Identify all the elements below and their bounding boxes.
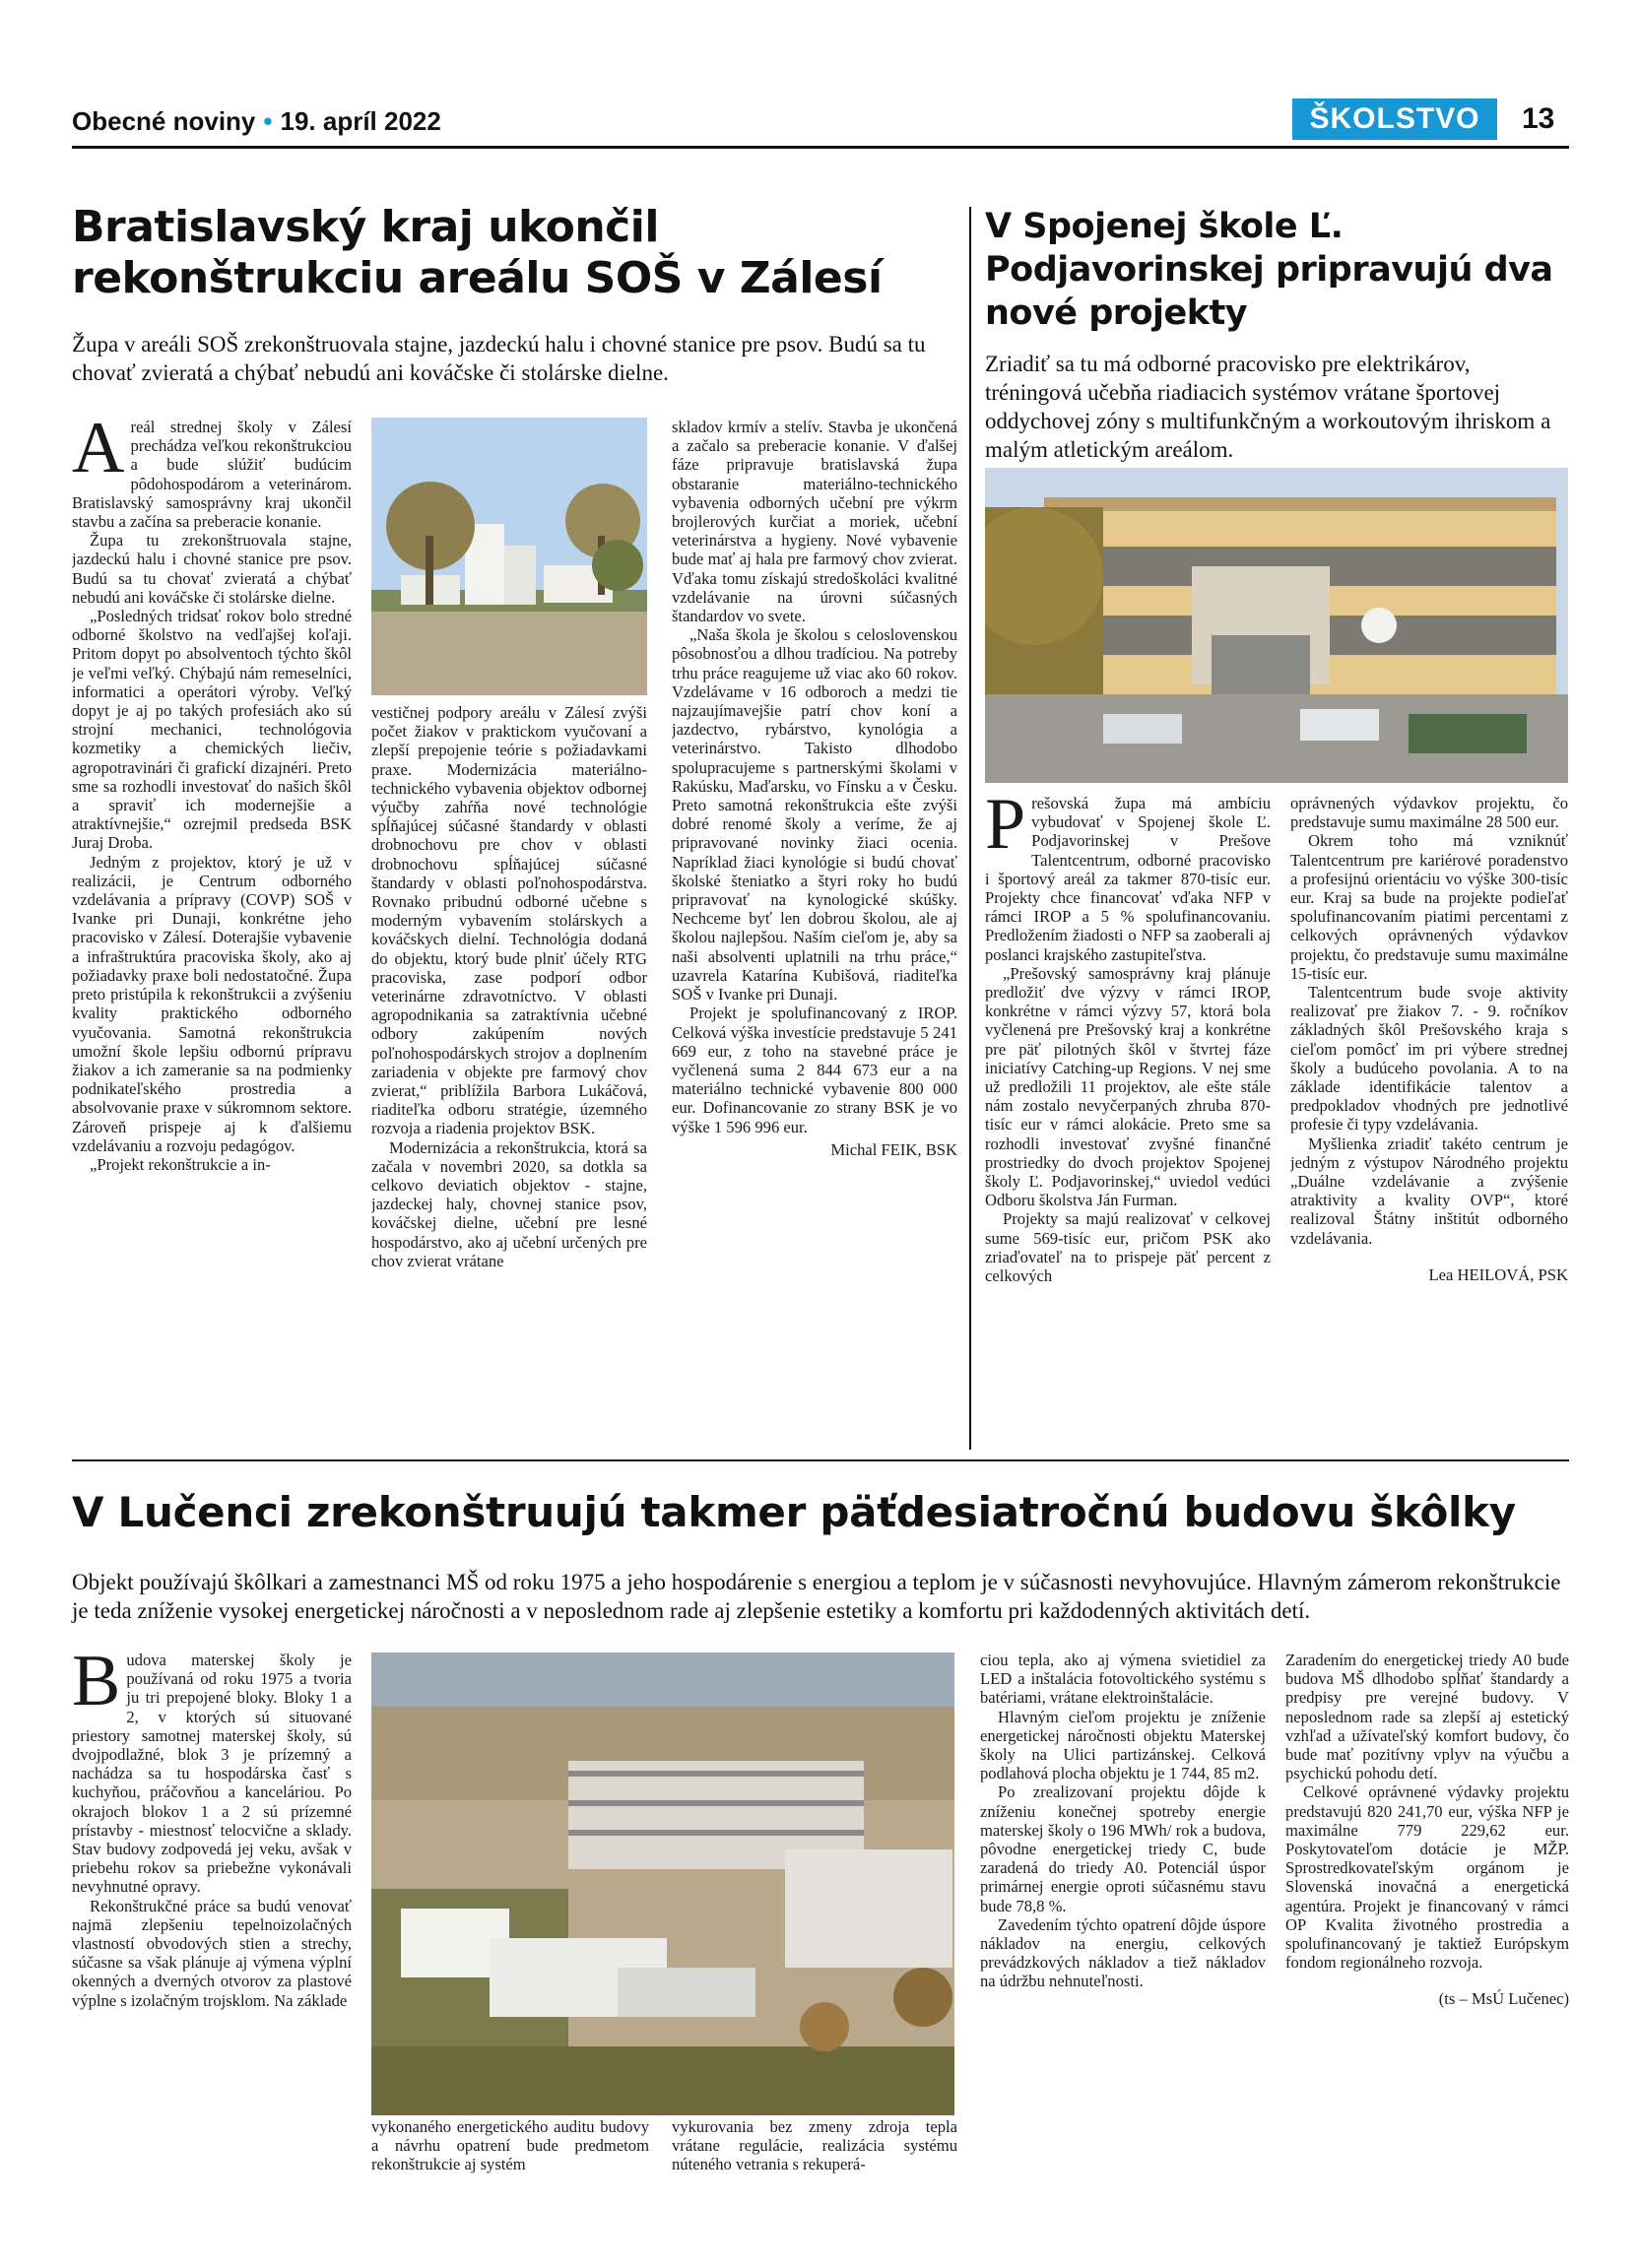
separator-dot: • (263, 106, 273, 136)
article3-paragraph: Budova materskej školy je používaná od roku 1975 a tvoria ju tri prepojené bloky. Bloky 1 a 2, v ktorých sú situované priestory samotnej materskej školy, sú dvojpodlažné, blok 3 je prízemný a nachádza sa tu hospodárska časť s kuchyňou, práčovňou a kanceláriou. Po okrajoch blokov 1 a 2 sú prízemné prístavby - miestnosť telocvične a sklady. Stav budovy zodpovedá jej veku, avšak v priebehu rokov sa priebežne vykonávali nevyhnutné opravy. (72, 1651, 352, 1897)
article3-paragraph: Zaradením do energetickej triedy A0 bude budova MŠ dlhodobo spĺňať štandardy a predpisy pre verejné budovy. V neposlednom rade sa zlepší aj estetický vzhľad a užívateľský komfort budovy, čo bude mať pozitívny vplyv na výučbu a psychickú pohodu detí. (1285, 1651, 1569, 1783)
publication-name: Obecné noviny (72, 106, 256, 136)
article3-lead: Objekt používajú škôlkari a zamestnanci MŠ od roku 1975 a jeho hospodárenie s energiou a teplom je v súčasnosti nevyhovujúce. Hlavným zámerom rekonštrukcie je teda zníženie vysokej energetickej náročnosti a v neposlednom rade aj zlepšenie estetiky a komfortu pri každodenných aktivitách detí. (72, 1570, 1561, 1623)
article2-paragraph: Okrem toho má vzniknúť Talentcentrum pre kariérové poradenstvo a profesijnú orientáciu vo výške 300-tisíc eur. Kraj sa bude na projekte podieľať spolufinancovaním piatimi percentami z celkových oprávnených výdavkov projektu, čo predstavuje sumu maximálne 15-tisíc eur. (1290, 831, 1568, 983)
article1-paragraph: vestičnej podpory areálu v Zálesí zvýši počet žiakov v praktickom vyučovaní a zlepší prepojenie teórie s požiadavkami praxe. Modernizácia materiálno-technického vybavenia objektov odbornej výučby zahŕňa nové technológie spĺňajúcej súčasné štandardy v oblasti drobnochovu pre chov v oblasti drobnochovu spĺňajúcej súčasné štandardy v oblasti poľnohospodárstva. Rovnako pribudnú odborné učebne s moderným vybavením stolárskych a kováčskych dielní. Technológia dodaná do objektu, ktorý bude plniť účely RTG pracoviska, zase podporí odbor veterinárne zdravotníctvo. V oblasti agropodnikania sa zatraktívnia učebné odbory zakúpením nových poľnohospodárskych strojov a doplnením zariadenia v objekte pre farmový chov zvierat,“ priblížila Barbora Lukáčová, riaditeľka odboru stratégie, územného rozvoja a riadenia projektov BSK. (371, 703, 647, 1138)
issue-date: 19. apríl 2022 (280, 106, 441, 136)
article2-paragraph: Prešovská župa má ambíciu vybudovať v Spojenej škole Ľ. Podjavorinskej v Prešove Talentcentrum, odborné pracovisko i športový areál za takmer 870-tisíc eur. Projekty chce financovať vďaka NFP v rámci IROP a 5 % spolufinancovaniu. Predložením žiadosti o NFP sa zaoberali aj poslanci krajského zastupiteľstva. (985, 794, 1271, 964)
dropcap: B (72, 1651, 121, 1721)
article1-paragraph: Modernizácia a rekonštrukcia, ktorá sa začala v novembri 2020, sa dotkla sa celkovo deviatich objektov - stajne, jazdeckej haly, chovnej stanice psov, kováčskej dielne, učební pre lesné hospodárstvo, ako aj učební určených pre chov zvierat vrátane (371, 1137, 647, 1270)
article3-paragraph: Celkové oprávnené výdavky projektu predstavujú 820 241,70 eur, výška NFP je maximálne 779 229,62 eur. Poskytovateľom dotácie je MŽP. Sprostredkovateľským orgánom je Slovenská inovačná a energetická agentúra. Projekt je financovaný v rámci OP Kvalita životného prostredia a spolufinancovaný je taktiež Európskym fondom regionálneho rozvoja. (1285, 1782, 1569, 1973)
masthead (72, 106, 441, 137)
article1-title: Bratislavský kraj ukončil rekonštrukciu areálu SOŠ v Zálesí (72, 202, 883, 303)
article1-column-1 (72, 418, 352, 1442)
article2-column-2 (1290, 794, 1568, 1444)
column-divider (969, 207, 971, 1450)
article3-column-4 (980, 1651, 1266, 2202)
article3-paragraph: Hlavným cieľom projektu je zníženie energetickej náročnosti objektu Materskej školy na Ulici partizánskej. Celková podlahová plocha objektu je 1 744, 85 m2. (980, 1707, 1266, 1783)
article3-byline: (ts – MsÚ Lučenec) (1438, 1989, 1569, 2009)
article3-column-1 (72, 1651, 352, 2202)
article3-paragraph: Zavedením týchto opatrení dôjde úspore nákladov na energiu, celkových prevádzkových nákladov a tiež nákladov na údržbu nehnuteľnosti. (980, 1914, 1266, 1991)
article1-paragraph: „Naša škola je školou s celoslovenskou pôsobnosťou a dlhou tradíciou. Na potreby trhu práce reagujeme už viac ako 60 rokov. Vzdelávame v 16 odboroch a medzi tie najzaujímavejšie patrí chov koní a jazdectvo, rybárstvo, kynológia a veterinárstvo. Takisto dlhodobo spolupracujeme s partnerskými školami v Rakúsku, Maďarsku, vo Fínsku a v Česku. Preto samotná rekonštrukcia ešte zvýši dobré renomé školy a veríme, že aj pripravované novinky žiaci ocenia. Napríklad žiaci kynológie si budú chovať školské šteniatko a štyri roky ho budú pripravovať na kynologické skúšky. Nechceme byť len dobrou školou, ale aj školou najlepšou. Naším cieľom je, aby sa naši absolventi uplatnili na trhu práce,“ uzavrela Katarína Kubišová, riaditeľka SOŠ v Ivanke pri Dunaji. (672, 625, 957, 1004)
article1-paragraph: „Posledných tridsať rokov bolo stredné odborné školstvo na vedľajšej koľaji. Pritom dopyt po absolventoch týchto škôl je veľmi veľký. Chýbajú nám remeselníci, informatici a operátori výroby. Veľký dopyt je aj po takých profesiách ako sú strojní mechanici, technológovia kozmetiky a chemických liečiv, agropotravinári či grafickí dizajnéri. Preto sme sa rozhodli investovať do našich škôl a spraviť ich modernejšie a atraktívnejšie,“ ozrejmil predseda BSK Juraj Droba. (72, 607, 352, 853)
article2-paragraph: oprávnených výdavkov projektu, čo predstavuje sumu maximálne 28 500 eur. (1290, 794, 1568, 832)
article3-column-3 (672, 2117, 957, 2196)
article1-paragraph: Areál strednej školy v Zálesí prechádza veľkou rekonštrukciou a bude slúžiť budúcim pôdohospodárom a veterinárom. Bratislavský samosprávny kraj ukončil stavbu a začína sa preberacie konanie. (72, 418, 352, 532)
article1-photo (371, 418, 647, 695)
page-number: 13 (1522, 102, 1555, 135)
header-rule (72, 146, 1569, 149)
article2-lead: Zriadiť sa tu má odborné pracovisko pre elektrikárov, tréningová učebňa riadiacich systémov vrátane športovej oddychovej zóny s multifunkčným a workoutovým ihriskom a malým atletickým areálom. (985, 352, 1551, 462)
article1-paragraph: skladov krmív a stelív. Stavba je ukončená a začalo sa preberacie konanie. V ďalšej fáze pripravuje bratislavská župa obstaranie materiálno-technického vybavenia odborných učební pre výkrm brojlerových kurčiat a moriek, učební veterinárstva a hygieny. Nové vybavenie bude mať aj hala pre farmový chov zvierat. Vďaka tomu získajú stredoškoláci kvalitné vzdelávanie na úrovni súčasných štandardov vo svete. (672, 418, 957, 626)
article1-paragraph: Projekt je spolufinancovaný z IROP. Celková výška investície predstavuje 5 241 669 eur, z toho na stavebné práce je vyčlenená suma 2 844 673 eur a na materiálno technické vybavenie 800 000 eur. Dofinancovanie zo strany BSK je vo výške 1 596 996 eur. (672, 1004, 957, 1136)
article2-paragraph: Talentcentrum bude svoje aktivity realizovať pre žiakov 7. - 9. ročníkov základných škôl Prešovského kraja s cieľom pomôcť im pri výbere strednej školy a budúceho povolania. A to na základe identifikácie talentov a predpokladov vhodných pre jednotlivé profesie či typy vzdelávania. (1290, 983, 1568, 1134)
article1-column-2 (371, 703, 647, 1442)
section-tag: ŠKOLSTVO (1292, 98, 1497, 140)
article1-paragraph: „Projekt rekonštrukcie a in- (90, 1154, 271, 1174)
article3-column-5 (1285, 1651, 1569, 2202)
article2-paragraph: Myšlienka zriadiť takéto centrum je jedným z výstupov Národného projektu „Duálne vzdelávanie a zvýšenie atraktivity a kvality OVP“, ktoré realizoval Štátny inštitút odborného vzdelávania. (1290, 1134, 1568, 1248)
article1-column-3 (672, 418, 957, 1442)
article3-paragraph: Po zrealizovaní projektu dôjde k zníženiu konečnej spotreby energie materskej školy o 196 MWh/ rok a budova, pôvodne energetickej triedy C, bude zaradená do triedy A0. Potenciál úspor primárnej energie oproti súčasnému stavu bude 78,8 %. (980, 1782, 1266, 1915)
article3-paragraph: vykonaného energetického auditu budovy a návrhu opatrení bude predmetom rekonštrukcie aj systém (371, 2117, 649, 2174)
article2-paragraph: Projekty sa majú realizovať v celkovej sume 569-tisíc eur, pričom PSK ako zriaďovateľ na to prispeje päť percent z celkových (985, 1209, 1271, 1286)
article1-lead: Župa v areáli SOŠ zrekonštruovala stajne, jazdeckú halu i chovné stanice pre psov. Budú sa tu chovať zvieratá a chýbať nebudú ani kováčske či stolárske dielne. (72, 332, 926, 385)
article2-column-1 (985, 794, 1271, 1444)
article2-photo (985, 468, 1568, 783)
article2-byline: Lea HEILOVÁ, PSK (1428, 1264, 1568, 1284)
dropcap: P (985, 794, 1026, 865)
article-divider (72, 1459, 1569, 1461)
article3-column-2 (371, 2117, 649, 2196)
article3-photo (371, 1652, 954, 2115)
article2-title: V Spojenej škole Ľ. Podjavorinskej pripravujú dva nové projekty (985, 207, 1553, 333)
article2-paragraph: „Prešovský samosprávny kraj plánuje predložiť dve výzvy v rámci IROP, konkrétne v rámci výzvy 57, ktorá bola vyčlenená pre Prešovský kraj a konkrétne pre päť pilotných škôl v štvrtej fáze iniciatívy Catching-up Regions. V nej sme už predložili 11 projektov, ale ešte stále nám zostalo nevyčerpaných zhruba 870-tisíc eur v rámci alokácie. Preto sme sa rozhodli investovať zvyšné finančné prostriedky do dvoch projektov Spojenej školy Ľ. Podjavorinskej,“ uviedol vedúci Odboru školstva Ján Furman. (985, 963, 1271, 1210)
article3-title: V Lučenci zrekonštruujú takmer päťdesiatročnú budovu škôlky (72, 1488, 1516, 1536)
article3-paragraph: Rekonštrukčné práce sa budú venovať najmä zlepšeniu tepelnoizolačných vlastností obvodových stien a strechy, súčasne sa však plánuje aj výmena výplní okenných a dverných otvorov za plastové výplne s izolačným trojsklom. Na základe (72, 1896, 352, 2010)
article3-paragraph: vykurovania bez zmeny zdroja tepla vrátane regulácie, realizácia systému núteného vetrania s rekuperá- (672, 2117, 957, 2174)
article1-byline: Michal FEIK, BSK (830, 1139, 957, 1159)
article1-paragraph: Župa tu zrekonštruovala stajne, jazdeckú halu i chovné stanice pre psov. Budú sa tu chovať zvieratá a chýbať nebudú ani kováčske či stolárske dielne. (72, 531, 352, 607)
article3-paragraph: ciou tepla, ako aj výmena svietidiel za LED a inštalácia fotovoltického systému s batériami, vrátane elektroinštalácie. (980, 1651, 1266, 1708)
dropcap: A (72, 418, 125, 488)
article1-paragraph: Jedným z projektov, ktorý je už v realizácii, je Centrum odborného vzdelávania a prípravy (COVP) SOŠ v Ivanke pri Dunaji, konkrétne jeho pracovisko v Zálesí. Doterajšie vybavenie a infraštruktúra pracoviska školy, ako aj požiadavky praxe boli nedostatočné. Župa preto pristúpila k rekonštrukcii a zvýšeniu kvality praktického odborného vyučovania. Samotná rekonštrukcia umožní škole lepšiu odbornú prípravu žiakov a ich zameranie sa na podmienky podnikateľského prostredia a absolvovanie praxe v súkromnom sektore. Zároveň prispeje aj k ďalšiemu vzdelávaniu a rozvoju pedagógov. (72, 852, 352, 1155)
